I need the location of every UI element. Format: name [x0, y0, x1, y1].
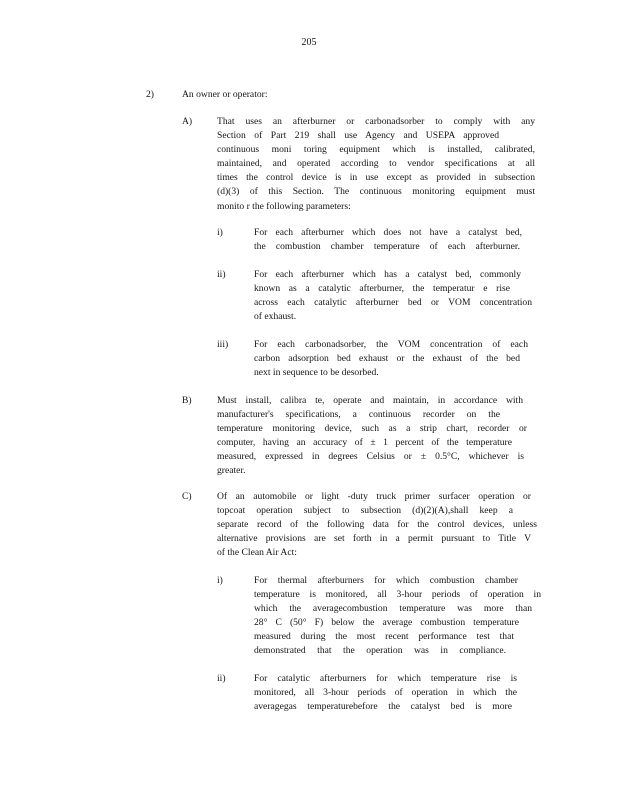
- item-A-iii-text: [254, 338, 528, 380]
- text-line: Of an automobile or light -duty truck primer surfacer operation or: [217, 491, 531, 502]
- text-line: topcoat operation subject to subsection (d)(2)(A),shall keep a: [217, 505, 513, 517]
- item-B-marker: B): [182, 395, 192, 406]
- item-2-marker: 2): [146, 89, 154, 100]
- item-C-i-text: [254, 574, 541, 659]
- text-line: alternative provisions are set forth in a permit pursuant to Title V: [217, 533, 531, 545]
- item-C-ii-marker: ii): [217, 673, 226, 684]
- item-A-marker: A): [182, 116, 193, 127]
- text-line: maintained, and operated according to vendor specifications at all: [217, 158, 535, 170]
- text-line: carbon adsorption bed exhaust or the exhaust of the bed: [254, 353, 520, 365]
- text-line: temperature monitoring device, such as a strip chart, recorder or: [217, 423, 527, 435]
- text-line: greater.: [217, 465, 246, 477]
- text-line: across each catalytic afterburner bed or VOM concentration: [254, 297, 532, 309]
- text-line: For each afterburner which does not have a catalyst bed,: [254, 227, 522, 238]
- text-line: For each afterburner which has a catalyst bed, commonly: [254, 269, 521, 280]
- text-line: For thermal afterburners for which combustion chamber: [254, 575, 518, 586]
- text-line: known as a catalytic afterburner, the temperatur e rise: [254, 283, 510, 295]
- text-line: temperature is monitored, all 3-hour periods of operation in: [254, 589, 541, 601]
- text-line: Must install, calibra te, operate and maintain, in accordance with: [217, 395, 523, 406]
- text-line: For each carbonadsorber, the VOM concentration of each: [254, 339, 528, 350]
- item-2-intro: An owner or operator:: [182, 89, 268, 100]
- text-line: Section of Part 219 shall use Agency and USEPA approved: [217, 130, 499, 142]
- text-line: which the averagecombustion temperature was more than: [254, 603, 532, 615]
- text-line: (d)(3) of this Section. The continuous monitoring equipment must: [217, 186, 535, 198]
- text-line: continuous moni toring equipment which is installed, calibrated,: [217, 144, 535, 156]
- item-A-i-marker: i): [217, 227, 223, 238]
- text-line: the combustion chamber temperature of each afterburner.: [254, 241, 520, 253]
- text-line: measured, expressed in degrees Celsius or ± 0.5°C, whichever is: [217, 451, 524, 463]
- text-line: 28° C (50° F) below the average combustion temperature: [254, 617, 519, 629]
- text-line: of exhaust.: [254, 311, 297, 323]
- item-A-i-text: [254, 226, 522, 254]
- text-line: separate record of the following data for the control devices, unless: [217, 519, 537, 531]
- text-line: measured during the most recent performance test that: [254, 631, 514, 643]
- item-A-text: [217, 115, 535, 214]
- text-line: next in sequence to be desorbed.: [254, 367, 379, 379]
- text-line: For catalytic afterburners for which temperature rise is: [254, 673, 517, 684]
- text-line: monito r the following parameters:: [217, 200, 351, 212]
- text-line: monitored, all 3-hour periods of operation in which the: [254, 687, 517, 699]
- item-B-text: [217, 394, 527, 479]
- text-line: averagegas temperaturebefore the catalyst bed is more: [254, 701, 512, 713]
- text-line: demonstrated that the operation was in compliance.: [254, 645, 506, 657]
- item-C-marker: C): [182, 491, 192, 502]
- item-A-ii-marker: ii): [217, 269, 226, 280]
- item-A-ii-text: [254, 268, 532, 324]
- text-line: That uses an afterburner or carbonadsorber to comply with any: [217, 116, 535, 127]
- text-line: manufacturer's specifications, a continuous recorder on the: [217, 409, 500, 421]
- item-C-ii-text: [254, 672, 517, 714]
- item-C-text: [217, 490, 537, 560]
- item-C-i-marker: i): [217, 575, 223, 586]
- item-A-iii-marker: iii): [217, 339, 229, 350]
- text-line: times the control device is in use except as provided in subsection: [217, 172, 535, 184]
- text-line: of the Clean Air Act:: [217, 547, 297, 559]
- text-line: computer, having an accuracy of ± 1 percent of the temperature: [217, 437, 512, 449]
- page-number: 205: [301, 37, 317, 48]
